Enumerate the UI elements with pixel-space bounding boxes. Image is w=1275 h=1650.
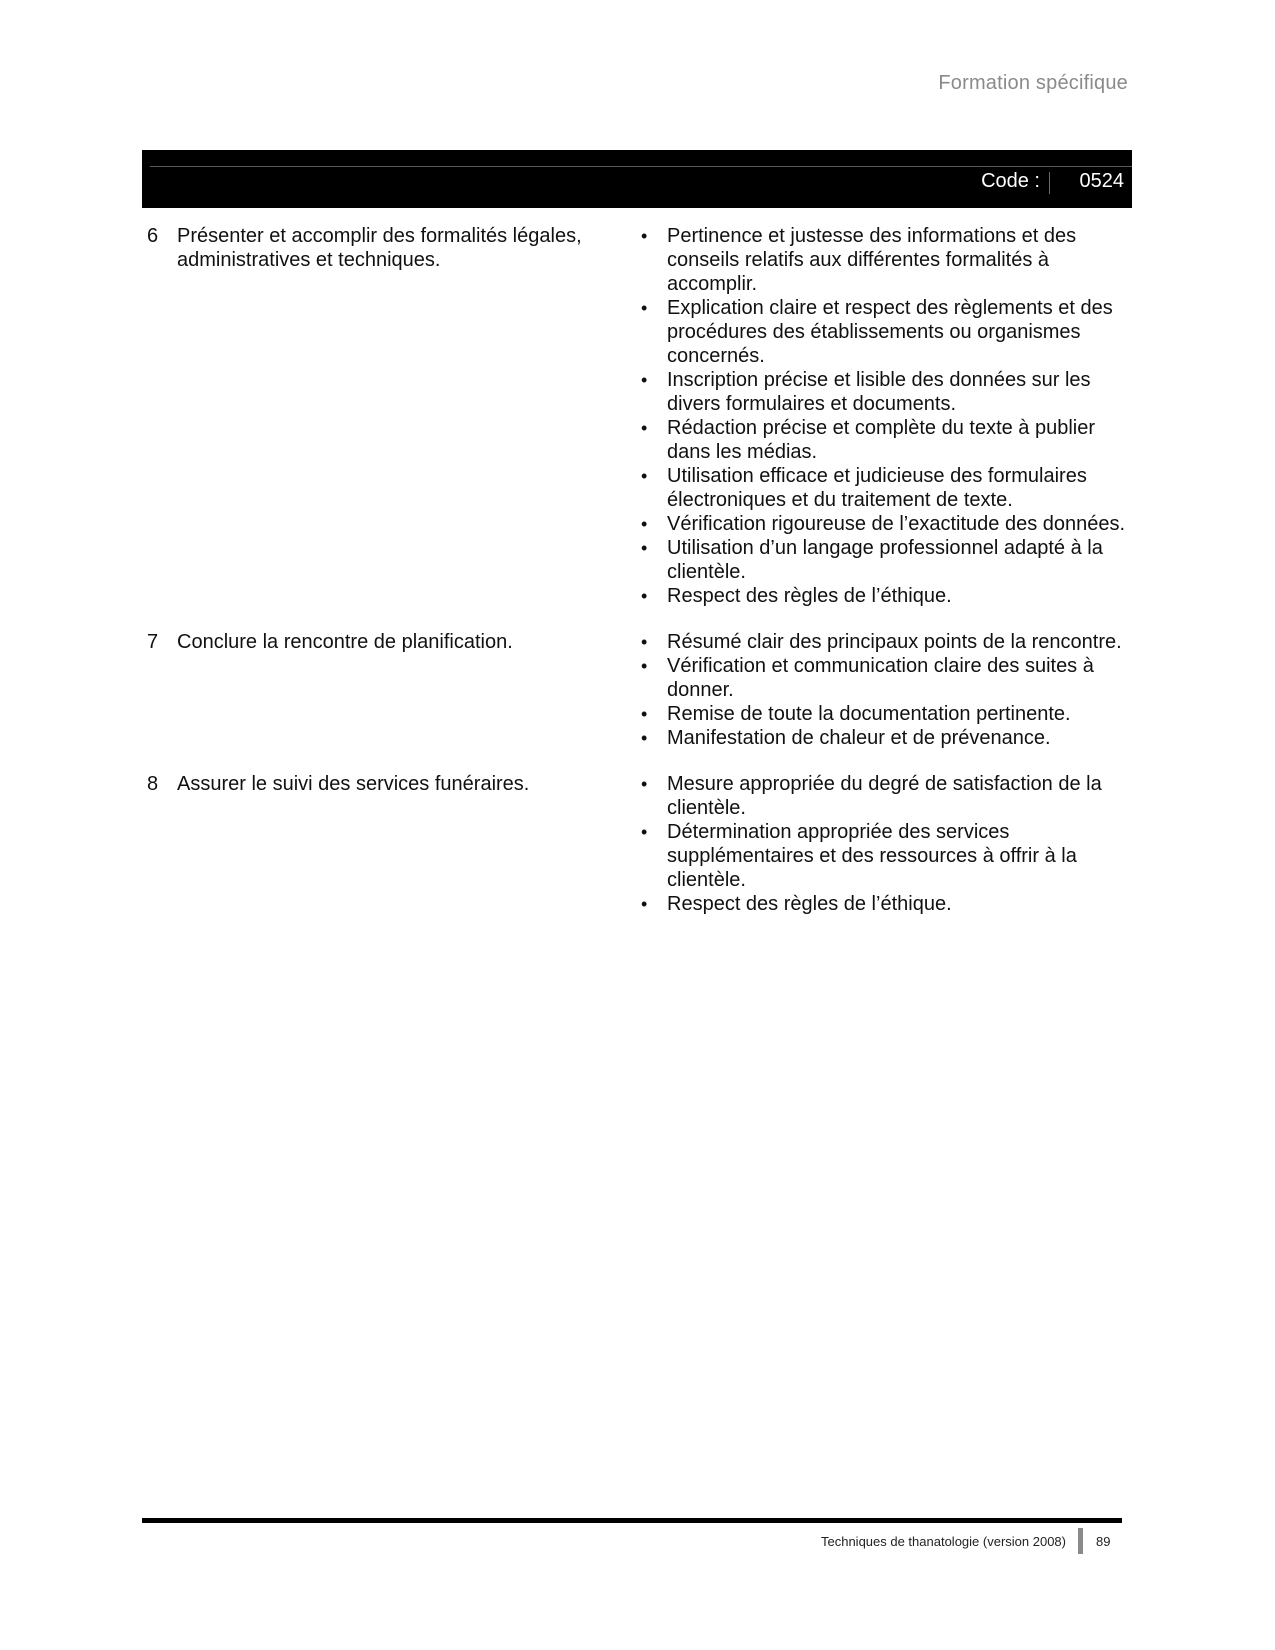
criterion-item xyxy=(637,584,1132,608)
code-label: Code : xyxy=(981,170,1040,192)
element-number: 6 xyxy=(147,225,159,247)
bullet-icon: • xyxy=(641,226,648,246)
element-row xyxy=(147,772,1132,916)
bullet-icon: • xyxy=(641,894,648,914)
element-title: Présenter et accomplir des formalités légales, administratives et techniques. xyxy=(177,225,582,271)
bullet-icon: • xyxy=(641,298,648,318)
element-description xyxy=(147,772,637,916)
criterion-item xyxy=(637,630,1132,654)
criterion-text: Rédaction précise et complète du texte à publier dans les médias. xyxy=(667,417,1096,463)
criterion-text: Vérification et communication claire des suites à donner. xyxy=(667,655,1094,701)
running-header: Formation spécifique xyxy=(938,72,1128,94)
criterion-item xyxy=(637,296,1132,368)
bullet-icon: • xyxy=(641,466,648,486)
criterion-item xyxy=(637,416,1132,464)
criterion-item xyxy=(637,892,1132,916)
criterion-text: Inscription précise et lisible des données sur les divers formulaires et documents. xyxy=(667,369,1091,415)
criterion-text: Utilisation efficace et judicieuse des formulaires électroniques et du traitement de texte. xyxy=(667,465,1087,511)
code-value: 0524 xyxy=(1079,170,1124,192)
bullet-icon: • xyxy=(641,774,648,794)
footer-document-title: Techniques de thanatologie (version 2008) xyxy=(820,1534,1066,1549)
bullet-icon: • xyxy=(641,370,648,390)
criterion-item xyxy=(637,536,1132,584)
criterion-text: Respect des règles de l’éthique. xyxy=(667,893,952,915)
criterion-text: Explication claire et respect des règlements et des procédures des établissements ou organismes concernés. xyxy=(667,297,1113,367)
bullet-icon: • xyxy=(641,418,648,438)
criterion-text: Pertinence et justesse des informations et des conseils relatifs aux différentes formalités à accomplir. xyxy=(667,225,1077,295)
criterion-item xyxy=(637,702,1132,726)
performance-criteria-list xyxy=(637,224,1132,608)
element-description xyxy=(147,630,637,750)
element-description xyxy=(147,224,637,608)
criterion-text: Respect des règles de l’éthique. xyxy=(667,585,952,607)
element-row xyxy=(147,630,1132,750)
element-title: Conclure la rencontre de planification. xyxy=(177,631,513,653)
criterion-text: Utilisation d’un langage professionnel adapté à la clientèle. xyxy=(667,537,1103,583)
bullet-icon: • xyxy=(641,704,648,724)
code-bar xyxy=(142,150,1132,208)
criterion-text: Remise de toute la documentation pertinente. xyxy=(667,703,1071,725)
bullet-icon: • xyxy=(641,538,648,558)
code-bar-rule xyxy=(150,166,1132,167)
element-number: 8 xyxy=(147,773,159,795)
criterion-item xyxy=(637,772,1132,820)
criterion-text: Manifestation de chaleur et de prévenance. xyxy=(667,727,1051,749)
performance-criteria-list xyxy=(637,630,1132,750)
footer-rule xyxy=(142,1518,1122,1523)
bullet-icon: • xyxy=(641,514,648,534)
criterion-item xyxy=(637,464,1132,512)
criterion-item xyxy=(637,224,1132,296)
code-separator xyxy=(1049,172,1050,194)
competency-table xyxy=(147,224,1132,938)
page-number: 89 xyxy=(1096,1534,1111,1549)
footer-separator xyxy=(1078,1528,1083,1554)
bullet-icon: • xyxy=(641,632,648,652)
element-title: Assurer le suivi des services funéraires. xyxy=(177,773,530,795)
bullet-icon: • xyxy=(641,656,648,676)
bullet-icon: • xyxy=(641,822,648,842)
criterion-text: Résumé clair des principaux points de la rencontre. xyxy=(667,631,1122,653)
criterion-item xyxy=(637,820,1132,892)
element-number: 7 xyxy=(147,631,159,653)
criterion-text: Détermination appropriée des services supplémentaires et des ressources à offrir à la clientèle. xyxy=(667,821,1077,891)
bullet-icon: • xyxy=(641,728,648,748)
criterion-text: Mesure appropriée du degré de satisfaction de la clientèle. xyxy=(667,773,1102,819)
bullet-icon: • xyxy=(641,586,648,606)
criterion-text: Vérification rigoureuse de l’exactitude des données. xyxy=(667,513,1126,535)
criterion-item xyxy=(637,512,1132,536)
criterion-item xyxy=(637,368,1132,416)
element-row xyxy=(147,224,1132,608)
criterion-item xyxy=(637,654,1132,702)
criterion-item xyxy=(637,726,1132,750)
performance-criteria-list xyxy=(637,772,1132,916)
